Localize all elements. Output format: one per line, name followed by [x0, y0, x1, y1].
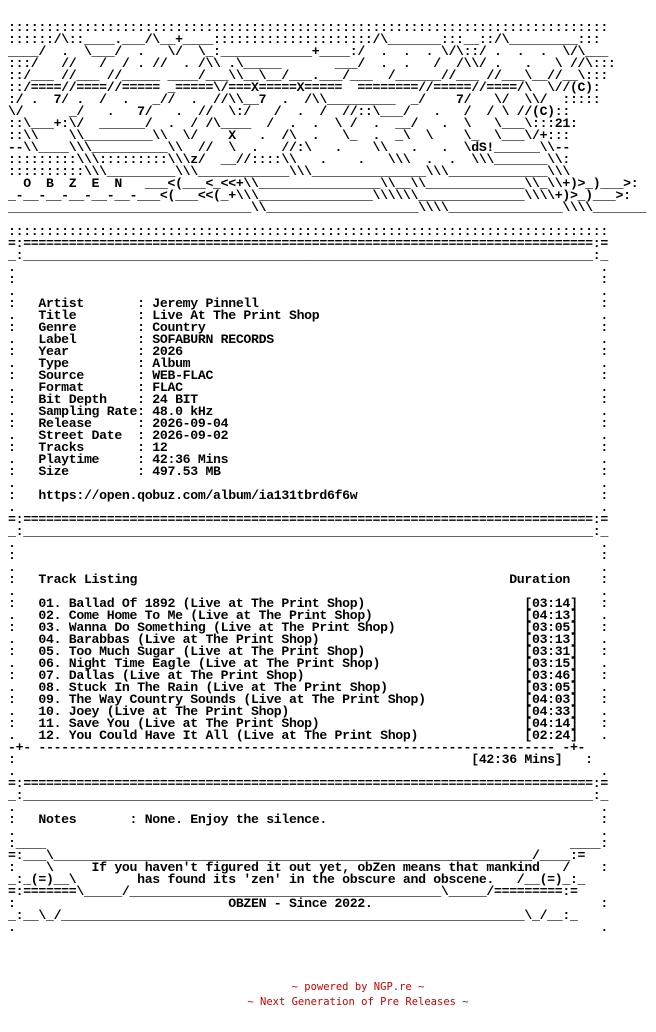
ngp-link[interactable]: NGP.re: [373, 981, 412, 993]
tagline: ~ Next Generation of Pre Releases ~: [247, 996, 469, 1008]
powered-by-suffix: ~: [411, 981, 425, 993]
powered-by-prefix: ~ powered by: [291, 981, 374, 993]
powered-by-line: [0, 980, 656, 994]
nfo-text-block: ::::::::::::::::::::::::::::::::::::::::::::::::::::::::::::::::::::::::::::::: ::::::/\::____.___/\__+____:::::::::::::::::::::/\_______:::__::/\_________::: ____/ . \___/ . \/ \_:____________+____:/ . . . \/\::/ . . . \/\___ :::/ // / / . // . /\\ .\_____ ___/ . . / /\\/ . . \ //\::: ::/___ //___ //_____ ____/___\\__\__/___.___/___ /______//___ //___\__//__\::: ::/====//====//===== _=====\/===X=====X===== ========//=====//====/\ \//(C): :/ . 7/ . / . _// . //\\__7 . /\\_________ _/ 7/ \/ \\/ ::::: \/ _/ . 7/ . // \:/ / . / //::\___/ . / / \ //(C):: ::\___+:\/ ______/ . / /\____ / . . \ / . __/ . \ \___\:::21: ::\\ \\_________\\ \/ X . /\ . \_ . _\ \ \_ \___\/+::: --\\____\\\__________\\ // \ . //:\ . \\ . . \dS!______\\-- :::::::::\\\:::::::::\\\z/ __//::::\\ . . \\\ . . \\\_______\\: ::::::::::\\\_________\\\____________\\\_______________\\\_____________\\\ O B Z E N ___<(___<_<<+\\________________\\__\\_____________\\_\\+)>_)___>: _-__-__-__-__-__-___<(___<<(_+\\\_______________\\\\\\______________\\\\+)>_)___>: ________________________________\\____________________\\\\_______________\\\\_______ ::::::::::::::::::::::::::::::::::::::::::::::::::::::::::::::::::::::::::::::: =:===========================================================================:= _:___________________________________________________________________________:_ . . : : . . : Artist : Jeremy Pinnell : . Title : Live At The Print Shop . : Genre : Country : . Label : SOFABURN RECORDS . : Year : 2026 : . Type : Album . : Source : WEB-FLAC : . Format : FLAC . : Bit Depth : 24 BIT : . Sampling Rate: 48.0 kHz . : Release : 2026-09-04 : . Street Date : 2026-09-02 . : Tracks : 12 : . Playtime : 42:36 Mins . : Size : 497.53 MB : . . : https://open.qobuz.com/album/ia131tbrd6f6w : . . =:===========================================================================:= _:___________________________________________________________________________:_ . . : : . . : Track Listing Duration : . . : 01. Ballad Of 1892 (Live at The Print Shop) [03:14] : . 02. Come Home To Me (Live at The Print Shop) [04:13] . : 03. Wanna Do Something (Live at The Print Shop) [03:05] : . 04. Barabbas (Live at The Print Shop) [03:13] . : 05. Too Much Sugar (Live at The Print Shop) [03:31] : . 06. Night Time Eagle (Live at The Print Shop) [03:15] . : 07. Dallas (Live at The Print Shop) [03:46] : . 08. Stuck In The Rain (Live at The Print Shop) [03:05] . : 09. The Way Country Sounds (Live at The Print Shop) [04:03] : . 10. Joey (Live at The Print Shop) [04:33] . : 11. Save You (Live at The Print Shop) [04:14] : . 12. You Could Have It All (Live at The Print Shop) [02:24] . -+- -------------------------------------------------------------------- -+- : [42:36 Mins] : . . =:===========================================================================:= _:___________________________________________________________________________:_ . . : Notes : None. Enjoy the silence. : . . :____ ____: =:___\_______________________________________________________________/____:= : \ If you haven't figured it out yet, obZen means that mankind / : _:_(=)__\ has found its 'zen' in the obscure and obscene. /__(=)_:_ =:=======\_____/_________________________________________\_____/=========:= : OBZEN - Since 2022. : _:__\_/_____________________________________________________________\_/__:_ . .: [8, 20, 646, 935]
